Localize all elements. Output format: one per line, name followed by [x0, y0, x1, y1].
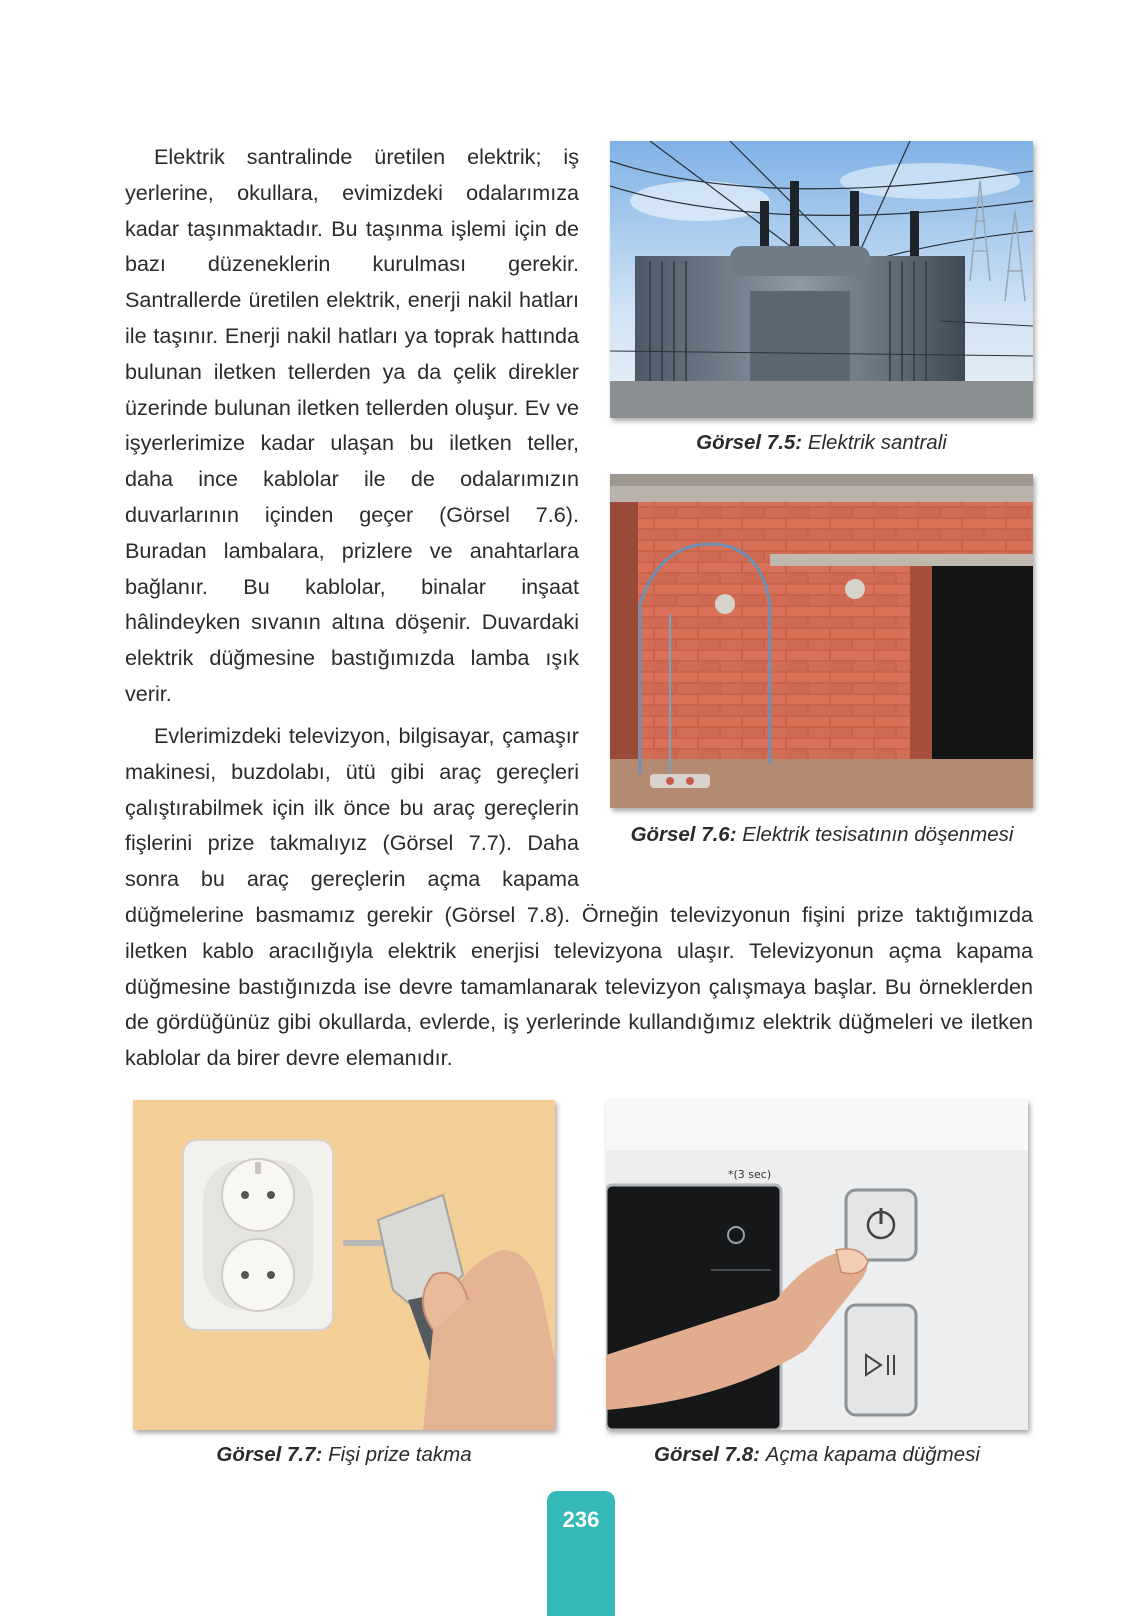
figure-wiring-image	[610, 474, 1033, 808]
figure-7-5-caption	[610, 431, 1033, 455]
figure-7-8-text: Açma kapama düğmesi	[765, 1443, 980, 1466]
page-number-tab	[547, 1491, 615, 1616]
plug-and-socket-illustration	[133, 1100, 555, 1430]
brick-wall-wiring-illustration	[610, 474, 1033, 808]
figure-7-7-text: Fişi prize takma	[328, 1443, 472, 1466]
figure-7-8-caption	[606, 1443, 1028, 1467]
figure-7-7-caption	[133, 1443, 555, 1467]
figure-7-6-label: Görsel 7.6:	[630, 823, 737, 846]
figure-7-5-text: Elektrik santrali	[807, 431, 947, 454]
paragraph-1: Elektrik santralinde üretilen elektrik; iş yerlerine, okullara, evimizdeki odalarımıza kadar taşınmaktadır. Bu taşınma işlemi için de bazı düzeneklerin kurulması gerekir. Santrallerde üretilen elektrik, enerji nakil hatları ile taşınır. Enerji nakil hatları ya toprak hattında bulunan iletken tellerden ya da çelik direkler üzerinde bulunan iletken tellerden oluşur. Ev ve işyerlerimize kadar ulaşan bu iletken teller, daha ince kablolar ile de odalarımızın duvarlarının içinden geçer (Görsel 7.6). Buradan lambalara, prizlere ve anahtarlara bağlanır. Bu kablolar, binalar inşaat hâlindeyken sıvanın altına döşenir. Duvardaki elektrik düğmesine bastığımızda lamba ışık verir.	[125, 144, 579, 706]
figure-7-5-label: Görsel 7.5:	[696, 431, 803, 454]
figure-7-7-label: Görsel 7.7:	[216, 1443, 323, 1466]
figure-plug-socket-image	[133, 1100, 555, 1430]
figure-7-8-label: Görsel 7.8:	[654, 1443, 761, 1466]
power-button-illustration	[606, 1100, 1028, 1430]
panel-timer-label: *(3 sec)	[728, 1168, 772, 1181]
figure-7-6-caption	[604, 823, 1040, 847]
power-station-illustration	[610, 141, 1033, 418]
figure-power-button-image	[606, 1100, 1028, 1430]
figure-power-station-image	[610, 141, 1033, 418]
figure-7-6-text: Elektrik tesisatının döşenmesi	[742, 823, 1014, 846]
page-number: 236	[562, 1507, 600, 1532]
paragraph-2-text: Evlerimizdeki televizyon, bilgisayar, çamaşır makinesi, buzdolabı, ütü gibi araç gereçleri çalıştırabilmek için ilk önce bu araç gereçlerin fişlerini prize takmalıyız (Görsel 7.7). Daha sonra bu araç gereçlerin açma kapama düğmelerine basmamız gerekir (Görsel 7.8). Örneğin televizyonun fişini prize taktığımızda iletken kablo aracılığıyla elektrik enerjisi televizyona ulaşır. Televizyonun açma kapama düğmesine bastığınızda ise devre tamamlanarak televizyon çalışmaya başlar. Bu örneklerden de gördüğünüz gibi okullarda, evlerde, iş yerlerinde kullandığımız elektrik düğmeleri ve iletken kablolar da birer devre elemanıdır.	[125, 723, 1033, 1071]
